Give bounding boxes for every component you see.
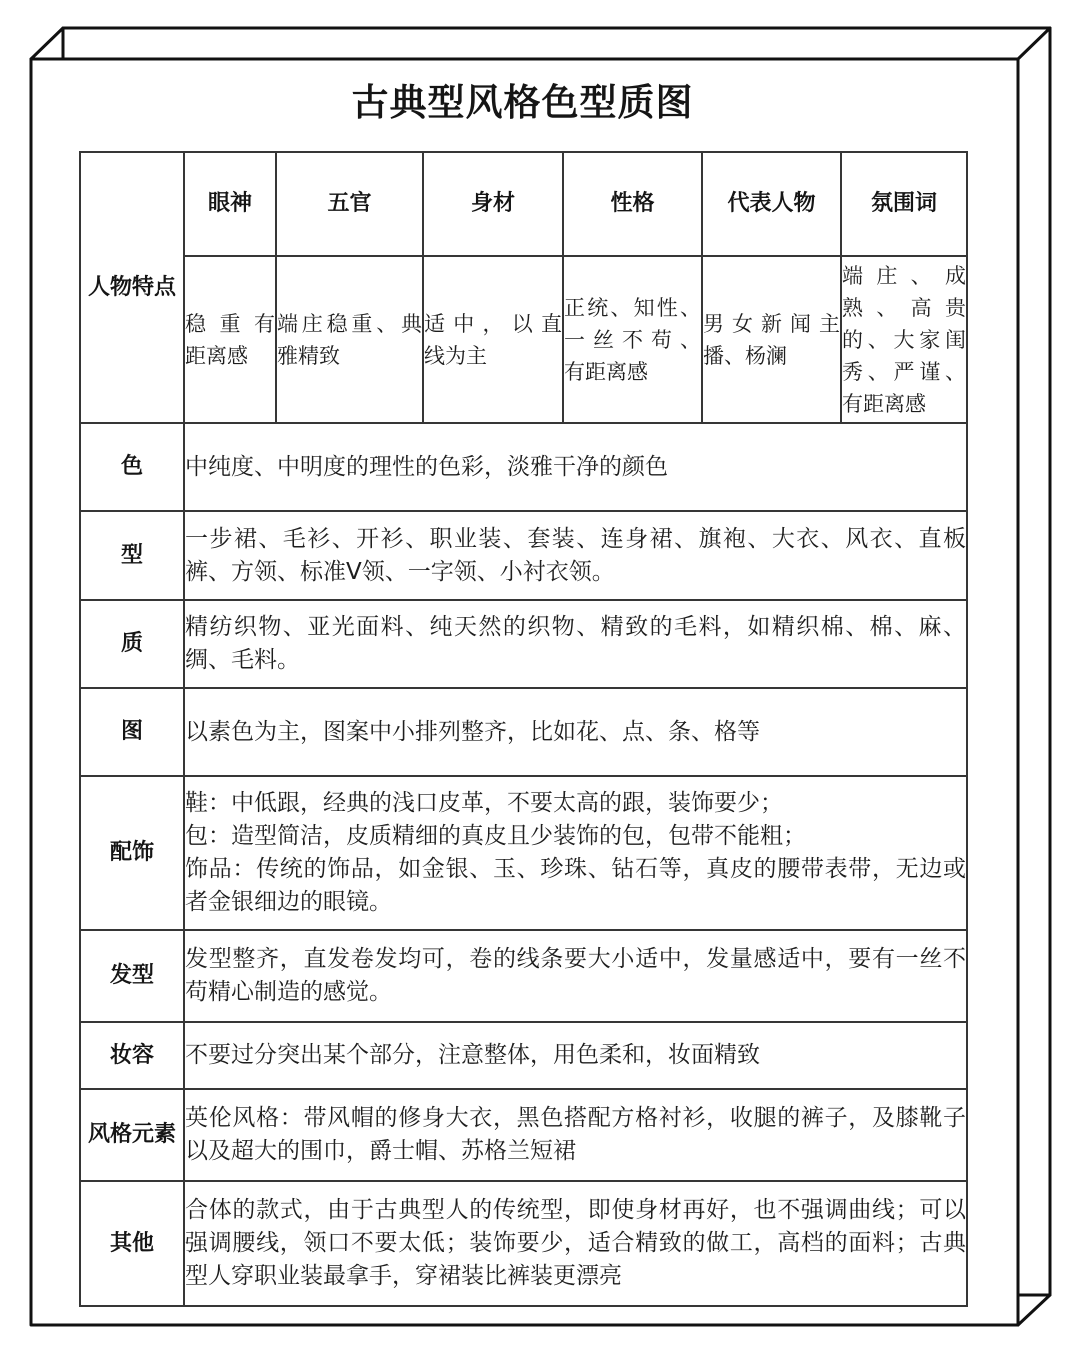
accessory-item-jewelry: 饰品：传统的饰品，如金银、玉、珍珠、钻石等，真皮的腰带表带，无边或者金银细边的眼镜。 xyxy=(185,856,966,915)
row-accessories xyxy=(80,776,967,930)
trait-line: 线为主 xyxy=(424,343,487,368)
trait-cell-features xyxy=(276,256,423,423)
header-row xyxy=(80,152,967,256)
row-content-style-elements: 英伦风格：带风帽的修身大衣，黑色搭配方格衬衫，收腿的裤子，及膝靴子以及超大的围巾，爵士帽、苏格兰短裙 xyxy=(184,1089,967,1181)
row-content-pattern: 以素色为主，图案中小排列整齐，比如花、点、条、格等 xyxy=(184,688,967,776)
trait-cell-atmosphere xyxy=(841,256,967,423)
row-label-pattern: 图 xyxy=(80,688,184,776)
accessory-item-bag: 包：造型简洁，皮质精细的真皮且少装饰的包，包带不能粗； xyxy=(185,823,806,849)
row-label-hairstyle: 发型 xyxy=(80,930,184,1022)
trait-line: 熟、高贵 xyxy=(842,295,966,320)
row-pattern xyxy=(80,688,967,776)
row-fabric xyxy=(80,600,967,688)
page-title: 古典型风格色型质图 xyxy=(351,81,694,124)
row-content-other: 合体的款式，由于古典型人的传统型，即使身材再好，也不强调曲线；可以强调腰线，领口不要太低；装饰要少，适合精致的做工，高档的面料；古典型人穿职业装最拿手，穿裙装比裤装更漂亮 xyxy=(184,1181,967,1306)
box-top-right-edge xyxy=(1018,28,1050,59)
row-label-makeup: 妆容 xyxy=(80,1022,184,1089)
traits-row xyxy=(80,256,967,423)
trait-line: 一丝不苟、 xyxy=(564,327,701,352)
row-label-color: 色 xyxy=(80,423,184,511)
trait-cell-eyes xyxy=(184,256,276,423)
column-header-figure: 身材 xyxy=(423,152,563,256)
trait-line: 有距离感 xyxy=(842,391,926,416)
column-header-eyes: 眼神 xyxy=(184,152,276,256)
trait-line: 男女新闻主 xyxy=(703,311,840,336)
row-content-hairstyle: 发型整齐，直发卷发均可，卷的线条要大小适中，发量感适中，要有一丝不苟精心制造的感觉。 xyxy=(184,930,967,1022)
row-label-style-elements: 风格元素 xyxy=(80,1089,184,1181)
row-label-other: 其他 xyxy=(80,1181,184,1306)
trait-line: 端庄稳重、典 xyxy=(277,311,422,336)
trait-line: 端庄、成 xyxy=(842,263,966,288)
style-table xyxy=(79,151,968,1307)
row-label-traits: 人物特点 xyxy=(80,152,184,423)
row-label-fabric: 质 xyxy=(80,600,184,688)
row-color xyxy=(80,423,967,511)
trait-line: 的、大家闺 xyxy=(842,327,966,352)
row-style-elements xyxy=(80,1089,967,1181)
trait-line: 雅精致 xyxy=(277,343,340,368)
trait-line: 播、杨澜 xyxy=(703,343,787,368)
trait-line: 距离感 xyxy=(185,343,248,368)
trait-line: 秀、严谨、 xyxy=(842,359,966,384)
accessory-item-shoes: 鞋：中低跟，经典的浅口皮革，不要太高的跟，装饰要少； xyxy=(185,790,783,816)
row-content-makeup: 不要过分突出某个部分，注意整体，用色柔和，妆面精致 xyxy=(184,1022,967,1089)
trait-cell-personality xyxy=(563,256,702,423)
column-header-personality: 性格 xyxy=(563,152,702,256)
row-content-fabric: 精纺织物、亚光面料、纯天然的织物、精致的毛料，如精织棉、棉、麻、绸、毛料。 xyxy=(184,600,967,688)
column-header-atmosphere: 氛围词 xyxy=(841,152,967,256)
trait-cell-representatives xyxy=(702,256,841,423)
trait-line: 稳重有 xyxy=(185,311,275,336)
trait-line: 有距离感 xyxy=(564,359,648,384)
row-other xyxy=(80,1181,967,1306)
row-content-silhouette: 一步裙、毛衫、开衫、职业装、套装、连身裙、旗袍、大衣、风衣、直板裤、方领、标准V领、一字领、小衬衣领。 xyxy=(184,511,967,600)
trait-cell-figure xyxy=(423,256,563,423)
row-content-color: 中纯度、中明度的理性的色彩，淡雅干净的颜色 xyxy=(184,423,967,511)
column-header-representatives: 代表人物 xyxy=(702,152,841,256)
row-content-accessories xyxy=(184,776,967,930)
row-label-silhouette: 型 xyxy=(80,511,184,600)
row-makeup xyxy=(80,1022,967,1089)
row-silhouette xyxy=(80,511,967,600)
trait-line: 适中，以直 xyxy=(424,311,562,336)
column-header-features: 五官 xyxy=(276,152,423,256)
row-hairstyle xyxy=(80,930,967,1022)
row-label-accessories: 配饰 xyxy=(80,776,184,930)
trait-line: 正统、知性、 xyxy=(564,295,701,320)
